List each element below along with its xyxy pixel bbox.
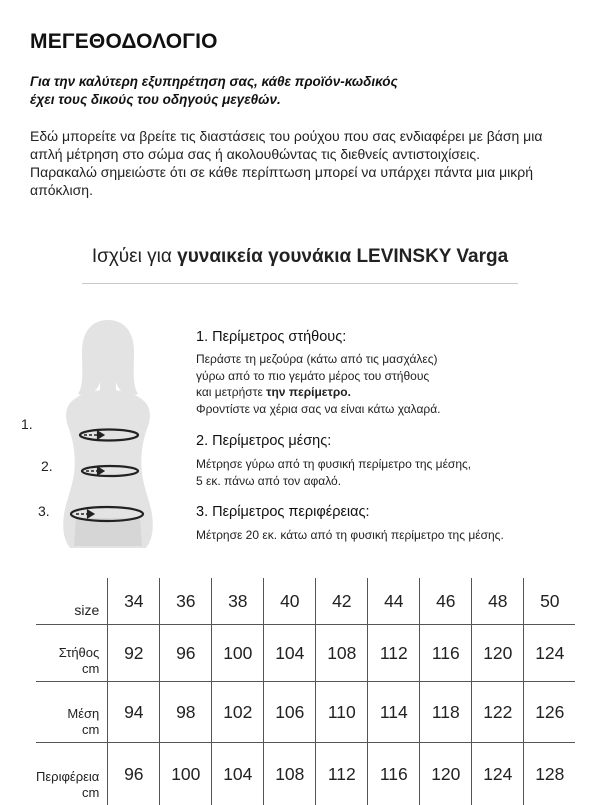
figure-label-3: 3.	[38, 503, 50, 519]
table-cell: 48	[472, 578, 524, 625]
intro-text	[30, 127, 575, 199]
table-cell: 98	[160, 682, 212, 743]
table-cell: 114	[368, 682, 420, 743]
table-cell: 50	[524, 578, 576, 625]
figure-label-2: 2.	[41, 458, 53, 474]
table-cell: 96	[160, 625, 212, 682]
table-cell: 126	[524, 682, 576, 743]
chest-text-line-3-prefix: και μετρήστε	[196, 385, 266, 399]
table-cell: 112	[368, 625, 420, 682]
table-cell: 128	[524, 743, 576, 805]
table-cell: 106	[264, 682, 316, 743]
row-label-unit: cm	[36, 722, 99, 738]
row-label-name: Περιφέρεια	[36, 769, 99, 785]
table-cell: 42	[316, 578, 368, 625]
hips-text-line-1: Μέτρησε 20 εκ. κάτω από τη φυσική περίμετρο της μέσης.	[196, 527, 576, 544]
table-cell: 44	[368, 578, 420, 625]
table-cell: 124	[472, 743, 524, 805]
measurement-text-hips	[196, 527, 576, 544]
intro-highlight	[30, 73, 398, 109]
measurement-text-chest	[196, 351, 576, 417]
table-cell: 46	[420, 578, 472, 625]
row-label-name: Στήθος	[36, 645, 99, 661]
table-cell: 100	[212, 625, 264, 682]
chest-text-line-1: Περάστε τη μεζούρα (κάτω από τις μασχάλες)	[196, 351, 576, 368]
divider	[82, 283, 518, 284]
row-label-unit: cm	[36, 661, 99, 677]
page-title: ΜΕΓΕΘΟΔΟΛΟΓΙΟ	[30, 30, 218, 54]
table-cell: 96	[108, 743, 160, 805]
table-cell: 110	[316, 682, 368, 743]
row-label-unit: cm	[36, 785, 99, 801]
size-table	[36, 578, 575, 805]
row-label	[36, 578, 108, 625]
table-cell: 120	[420, 743, 472, 805]
waist-text-line-2: 5 εκ. πάνω από τον αφαλό.	[196, 473, 576, 490]
intro-highlight-line-2: έχει τους δικούς του οδηγούς μεγεθών.	[30, 91, 398, 109]
table-cell: 120	[472, 625, 524, 682]
body-silhouette-figure	[38, 318, 178, 558]
measurement-title-waist: 2. Περίμετρος μέσης:	[196, 433, 331, 449]
chest-text-line-3-bold: την περίμετρο.	[266, 385, 351, 399]
table-cell: 94	[108, 682, 160, 743]
subtitle-prefix: Ισχύει για	[92, 246, 177, 267]
chest-row	[36, 625, 575, 682]
table-cell: 116	[368, 743, 420, 805]
row-label	[36, 625, 108, 682]
intro-paragraph-1: Εδώ μπορείτε να βρείτε τις διαστάσεις του ρούχου που σας ενδιαφέρει με βάση μια απλή μέτρηση στο σώμα σας ή ακολουθώντας τις διεθνείς αντιστοιχίσεις.	[30, 127, 575, 163]
waist-row	[36, 682, 575, 743]
subtitle-product: γυναικεία γουνάκια LEVINSKY Varga	[177, 246, 508, 267]
intro-paragraph-2: Παρακαλώ σημειώστε ότι σε κάθε περίπτωση μπορεί να υπάρχει πάντα μια μικρή απόκλιση.	[30, 163, 575, 199]
table-cell: 122	[472, 682, 524, 743]
row-label-name: size	[36, 602, 99, 618]
table-cell: 38	[212, 578, 264, 625]
hips-row	[36, 743, 575, 805]
table-cell: 108	[316, 625, 368, 682]
measurement-title-chest: 1. Περίμετρος στήθους:	[196, 329, 346, 345]
chest-text-line-4: Φροντίστε να χέρια σας να είναι κάτω χαλαρά.	[196, 401, 576, 418]
product-subtitle	[0, 246, 600, 268]
table-cell: 124	[524, 625, 576, 682]
intro-highlight-line-1: Για την καλύτερη εξυπηρέτηση σας, κάθε προϊόν-κωδικός	[30, 73, 398, 91]
chest-text-line-2: γύρω από το πιο γεμάτο μέρος του στήθους	[196, 368, 576, 385]
row-label	[36, 682, 108, 743]
waist-text-line-1: Μέτρησε γύρω από τη φυσική περίμετρο της μέσης,	[196, 456, 576, 473]
size-row	[36, 578, 575, 625]
table-cell: 116	[420, 625, 472, 682]
table-cell: 100	[160, 743, 212, 805]
table-cell: 92	[108, 625, 160, 682]
figure-label-1: 1.	[21, 416, 33, 432]
table-cell: 40	[264, 578, 316, 625]
table-cell: 104	[264, 625, 316, 682]
table-cell: 36	[160, 578, 212, 625]
measurement-text-waist	[196, 456, 576, 489]
row-label	[36, 743, 108, 805]
row-label-name: Μέση	[36, 706, 99, 722]
table-cell: 118	[420, 682, 472, 743]
chest-text-line-3	[196, 384, 576, 401]
table-cell: 108	[264, 743, 316, 805]
measurement-title-hips: 3. Περίμετρος περιφέρειας:	[196, 504, 370, 520]
table-cell: 104	[212, 743, 264, 805]
table-cell: 34	[108, 578, 160, 625]
table-cell: 102	[212, 682, 264, 743]
table-cell: 112	[316, 743, 368, 805]
